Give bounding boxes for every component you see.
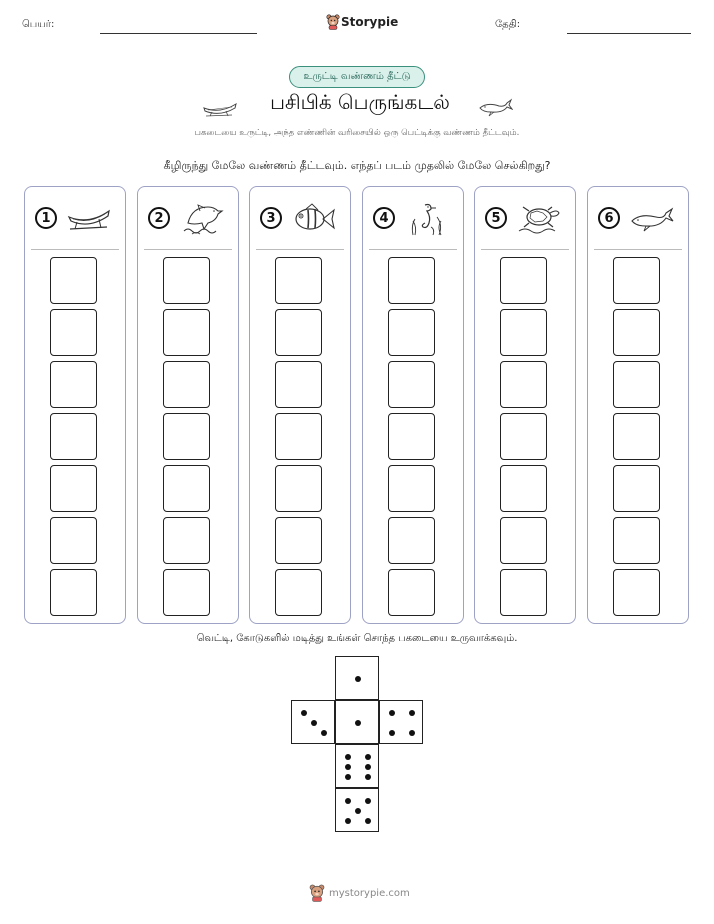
die-pip (321, 730, 327, 736)
color-box[interactable] (388, 361, 435, 408)
turtle-icon (515, 201, 563, 237)
die-pip (345, 774, 351, 780)
die-pip (389, 710, 395, 716)
color-box[interactable] (613, 309, 660, 356)
fish-icon (290, 201, 338, 237)
die-pip (355, 720, 361, 726)
die-face-5 (335, 788, 379, 832)
race-column-3 (249, 186, 351, 624)
die-pip (355, 676, 361, 682)
die-pip (345, 754, 351, 760)
race-column-1 (24, 186, 126, 624)
color-box[interactable] (50, 413, 97, 460)
footer (307, 884, 427, 904)
color-box[interactable] (163, 413, 210, 460)
color-box[interactable] (388, 465, 435, 512)
color-box[interactable] (50, 361, 97, 408)
dolphin-icon (178, 201, 226, 237)
die-face-1 (335, 656, 379, 700)
color-box[interactable] (275, 517, 322, 564)
race-column-4 (362, 186, 464, 624)
page-title: பசிபிக் பெருங்கடல் (270, 90, 450, 114)
color-box[interactable] (500, 413, 547, 460)
activity-badge: உருட்டி வண்ணம் தீட்டு (289, 66, 425, 88)
column-divider (594, 249, 682, 250)
color-box[interactable] (50, 569, 97, 616)
column-number: 6 (598, 207, 620, 229)
color-box[interactable] (500, 361, 547, 408)
color-box[interactable] (50, 309, 97, 356)
die-face-1 (335, 700, 379, 744)
color-box[interactable] (275, 309, 322, 356)
name-label: பெயர்: (22, 19, 55, 30)
date-line (567, 33, 691, 34)
color-box[interactable] (163, 569, 210, 616)
color-box[interactable] (613, 569, 660, 616)
die-pip (409, 710, 415, 716)
instruction: கீழிருந்து மேலே வண்ணம் தீட்டவும். எந்தப் படம் முதலில் மேலே செல்கிறது? (163, 159, 551, 172)
color-box[interactable] (275, 465, 322, 512)
color-box[interactable] (275, 361, 322, 408)
die-pip (345, 798, 351, 804)
seahorse-icon (403, 201, 451, 237)
color-box[interactable] (500, 517, 547, 564)
brand-logo (326, 13, 399, 31)
die-face-4 (379, 700, 423, 744)
die-pip (365, 754, 371, 760)
color-box[interactable] (275, 413, 322, 460)
die-pip (345, 764, 351, 770)
column-divider (31, 249, 119, 250)
name-line (100, 33, 257, 34)
column-number: 1 (35, 207, 57, 229)
color-box[interactable] (388, 257, 435, 304)
canoe-icon (65, 201, 113, 237)
column-divider (481, 249, 569, 250)
color-box[interactable] (50, 465, 97, 512)
color-box[interactable] (163, 309, 210, 356)
color-box[interactable] (275, 569, 322, 616)
die-pip (345, 818, 351, 824)
color-box[interactable] (388, 413, 435, 460)
footer-url: mystorypie.com (329, 888, 410, 899)
color-box[interactable] (275, 257, 322, 304)
die-pip (389, 730, 395, 736)
die-pip (409, 730, 415, 736)
column-divider (369, 249, 457, 250)
canoe-icon (202, 98, 238, 118)
color-box[interactable] (500, 465, 547, 512)
column-number: 3 (260, 207, 282, 229)
cut-instruction: வெட்டி, கோடுகளில் மடித்து உங்கள் சொந்த பகடையை உருவாக்கவும். (196, 633, 518, 644)
color-box[interactable] (613, 413, 660, 460)
die-pip (365, 818, 371, 824)
column-number: 2 (148, 207, 170, 229)
column-number: 4 (373, 207, 395, 229)
date-label: தேதி: (495, 19, 521, 30)
race-column-5 (474, 186, 576, 624)
die-face-3 (291, 700, 335, 744)
die-face-6 (335, 744, 379, 788)
color-box[interactable] (388, 517, 435, 564)
column-number: 5 (485, 207, 507, 229)
brand-name: Storypie (341, 15, 399, 29)
bear-logo-icon (326, 14, 340, 30)
color-box[interactable] (500, 309, 547, 356)
die-pip (365, 774, 371, 780)
die-pip (365, 764, 371, 770)
column-divider (144, 249, 232, 250)
color-box[interactable] (50, 517, 97, 564)
race-column-2 (137, 186, 239, 624)
color-box[interactable] (163, 517, 210, 564)
color-box[interactable] (500, 569, 547, 616)
color-box[interactable] (50, 257, 97, 304)
color-box[interactable] (500, 257, 547, 304)
color-box[interactable] (613, 361, 660, 408)
die-pip (311, 720, 317, 726)
color-box[interactable] (613, 465, 660, 512)
die-pip (355, 808, 361, 814)
whale-icon (628, 201, 676, 237)
die-pip (301, 710, 307, 716)
color-box[interactable] (388, 569, 435, 616)
subtitle: பகடையை உருட்டி, அந்த எண்ணின் வரிசையில் ஒரு பெட்டிக்கு வண்ணம் தீட்டவும். (194, 128, 520, 138)
color-box[interactable] (163, 465, 210, 512)
color-box[interactable] (388, 309, 435, 356)
die-pip (365, 798, 371, 804)
bear-logo-icon (309, 884, 325, 902)
whale-icon (477, 96, 513, 118)
color-box[interactable] (613, 257, 660, 304)
color-box[interactable] (613, 517, 660, 564)
color-box[interactable] (163, 257, 210, 304)
column-divider (256, 249, 344, 250)
race-column-6 (587, 186, 689, 624)
color-box[interactable] (163, 361, 210, 408)
